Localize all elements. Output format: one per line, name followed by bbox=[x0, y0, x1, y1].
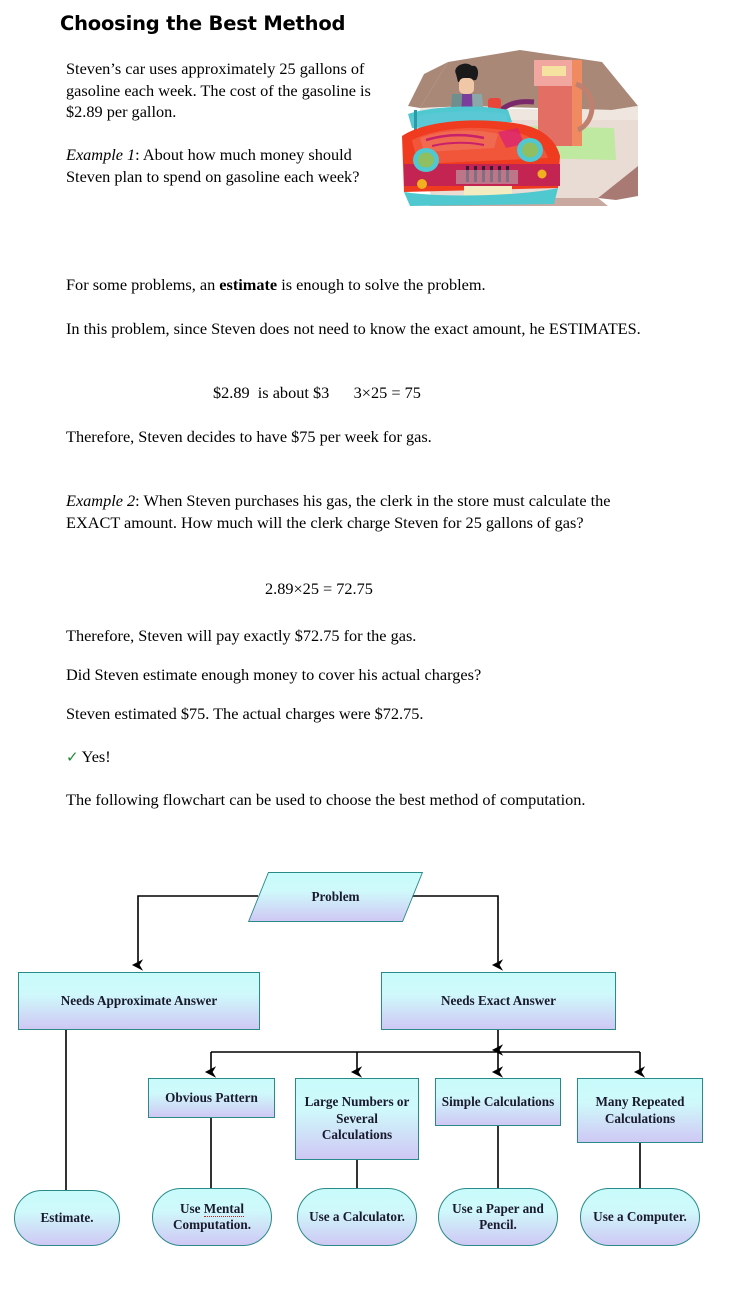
flow-node-needs-approximate-answer-label: Needs Approximate Answer bbox=[60, 992, 218, 1008]
page-title: Choosing the Best Method bbox=[60, 12, 346, 35]
estimate-intro-a: For some problems, an bbox=[66, 275, 220, 294]
example-1-label: Example 1 bbox=[66, 145, 136, 164]
estimate-intro-line bbox=[66, 274, 686, 296]
flow-node-many-repeated-label: Many Repeated Calculations bbox=[595, 1094, 685, 1126]
equation-1: $2.89 is about $3 3×25 = 75 bbox=[213, 383, 421, 402]
gas-station-clipart bbox=[402, 48, 642, 230]
flow-node-estimate-label: Estimate. bbox=[40, 1209, 94, 1225]
example-1-paragraph bbox=[66, 144, 378, 187]
mental-prefix: Use bbox=[179, 1200, 204, 1216]
example-1-text: : About how much money should Steven plan to spend on gasoline each week? bbox=[66, 145, 360, 186]
flow-node-large-numbers-label: Large Numbers or Several Calculations bbox=[304, 1094, 410, 1143]
flow-node-large-numbers[interactable] bbox=[295, 1078, 419, 1160]
estimate-intro-b: is enough to solve the problem. bbox=[277, 275, 486, 294]
flow-node-use-computer[interactable] bbox=[580, 1188, 700, 1246]
flow-node-use-calculator-label: Use a Calculator. bbox=[309, 1208, 405, 1224]
question-line: Did Steven estimate enough money to cover his actual charges? bbox=[66, 665, 482, 684]
therefore-75-line: Therefore, Steven decides to have $75 per week for gas. bbox=[66, 427, 432, 446]
flow-node-problem-label: Problem bbox=[311, 888, 360, 904]
flow-node-use-mental-computation-label bbox=[157, 1201, 267, 1234]
example-2-label: Example 2 bbox=[66, 491, 136, 510]
compare-line: Steven estimated $75. The actual charges were $72.75. bbox=[66, 704, 424, 723]
therefore-7275-line: Therefore, Steven will pay exactly $72.75 for the gas. bbox=[66, 626, 417, 645]
flow-node-use-paper-and-pencil-label: Use a Paper and Pencil. bbox=[452, 1200, 544, 1232]
equation-2: 2.89×25 = 72.75 bbox=[265, 579, 373, 598]
flow-node-use-paper-and-pencil[interactable] bbox=[438, 1188, 558, 1246]
flow-node-needs-exact-answer[interactable] bbox=[381, 972, 616, 1030]
yes-text: Yes! bbox=[81, 747, 111, 766]
flow-node-obvious-pattern[interactable] bbox=[148, 1078, 275, 1118]
estimates-line: In this problem, since Steven does not need to know the exact amount, he ESTIMATES. bbox=[66, 319, 641, 338]
flow-node-estimate[interactable] bbox=[14, 1190, 120, 1246]
flow-node-use-calculator[interactable] bbox=[297, 1188, 417, 1246]
flow-node-problem[interactable] bbox=[258, 872, 413, 922]
checkmark-icon: ✓ bbox=[66, 750, 79, 766]
flow-node-needs-exact-answer-label: Needs Exact Answer bbox=[440, 992, 556, 1008]
intro-paragraph-text: Steven’s car uses approximately 25 gallons of gasoline each week. The cost of the gasoline is $2.89 per gallon. bbox=[66, 59, 371, 121]
example-2-paragraph bbox=[66, 490, 646, 533]
flowchart-intro-line: The following flowchart can be used to choose the best method of computation. bbox=[66, 790, 586, 809]
estimate-bold-word: estimate bbox=[219, 275, 278, 294]
flow-node-simple-calculations-label: Simple Calculations bbox=[441, 1093, 555, 1109]
mental-word-spellchecked: Mental bbox=[203, 1200, 245, 1216]
yes-answer-line bbox=[66, 747, 111, 767]
flow-node-simple-calculations[interactable] bbox=[435, 1078, 561, 1126]
example-2-text: : When Steven purchases his gas, the clerk in the store must calculate the EXACT amount. How much will the clerk charge Steven for 25 gallons of gas? bbox=[66, 491, 611, 532]
flow-node-obvious-pattern-label: Obvious Pattern bbox=[165, 1089, 258, 1105]
computation-method-flowchart bbox=[0, 850, 730, 1280]
flow-node-many-repeated[interactable] bbox=[577, 1078, 703, 1143]
flow-node-use-computer-label: Use a Computer. bbox=[593, 1208, 687, 1224]
intro-paragraph bbox=[66, 58, 384, 123]
mental-suffix: Computation. bbox=[172, 1217, 252, 1232]
flow-node-needs-approximate-answer[interactable] bbox=[18, 972, 260, 1030]
flow-node-use-mental-computation[interactable] bbox=[152, 1188, 272, 1246]
